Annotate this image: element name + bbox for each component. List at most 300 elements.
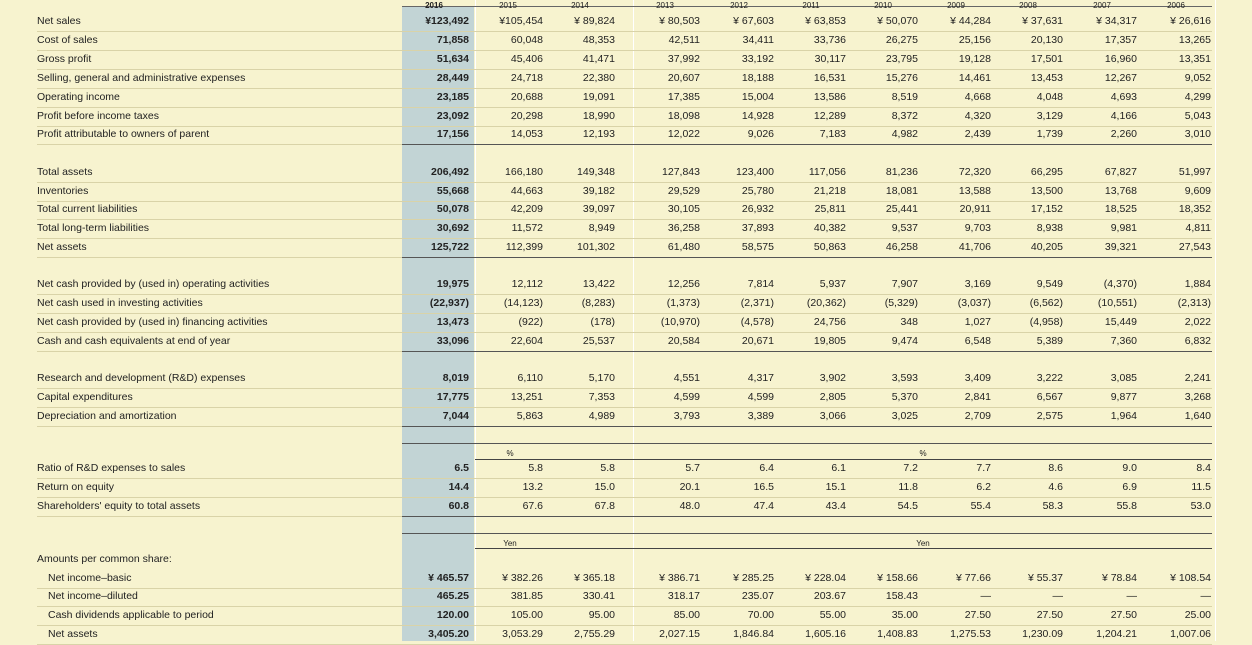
row-divider bbox=[37, 313, 1212, 314]
value-cell: 19,128 bbox=[958, 53, 991, 65]
row-divider bbox=[37, 238, 1212, 239]
row-label: Total long-term liabilities bbox=[37, 222, 150, 234]
unit-rule bbox=[402, 533, 1212, 534]
section-rule bbox=[402, 351, 1212, 352]
value-cell: 55.00 bbox=[819, 609, 846, 621]
value-cell: ¥ 228.04 bbox=[805, 572, 846, 584]
value-cell: 30,105 bbox=[667, 203, 700, 215]
value-cell: 3,389 bbox=[747, 410, 774, 422]
value-cell: 8,019 bbox=[442, 372, 469, 384]
unit-percent: % bbox=[506, 449, 514, 458]
value-cell: 11,572 bbox=[511, 222, 543, 234]
value-cell: 2,439 bbox=[964, 128, 991, 140]
value-cell: ¥ 285.25 bbox=[733, 572, 774, 584]
year-header: 2012 bbox=[730, 1, 748, 10]
row-label: Operating income bbox=[37, 91, 120, 103]
row-divider bbox=[37, 50, 1212, 51]
row-divider bbox=[37, 69, 1212, 70]
value-cell: 17,152 bbox=[1030, 203, 1063, 215]
value-cell: ¥ 26,616 bbox=[1170, 15, 1211, 27]
value-cell: 58,575 bbox=[741, 241, 774, 253]
value-cell: 46,258 bbox=[885, 241, 918, 253]
value-cell: 7.7 bbox=[976, 462, 991, 474]
row-label: Shareholders' equity to total assets bbox=[37, 500, 201, 512]
value-cell: 3,222 bbox=[1036, 372, 1063, 384]
value-cell: 58.3 bbox=[1042, 500, 1063, 512]
row-label: Inventories bbox=[37, 185, 89, 197]
year-header: 2009 bbox=[947, 1, 965, 10]
year-header: 2013 bbox=[656, 1, 674, 10]
value-cell: ¥ 386.71 bbox=[659, 572, 700, 584]
value-cell: 17,385 bbox=[667, 91, 700, 103]
value-cell: 120.00 bbox=[436, 609, 469, 621]
row-divider bbox=[37, 182, 1212, 183]
value-cell: 4,982 bbox=[891, 128, 918, 140]
row-divider bbox=[37, 625, 1212, 626]
value-cell: 4,668 bbox=[964, 91, 991, 103]
unit-underline bbox=[633, 548, 1212, 549]
value-cell: 2,241 bbox=[1184, 372, 1211, 384]
value-cell: 465.25 bbox=[436, 590, 469, 602]
value-cell: 6,548 bbox=[964, 335, 991, 347]
value-cell: ¥ 80,503 bbox=[659, 15, 700, 27]
value-cell: 16,960 bbox=[1104, 53, 1137, 65]
value-cell: 2,575 bbox=[1036, 410, 1063, 422]
row-label: Net cash provided by (used in) financing activities bbox=[37, 316, 268, 328]
value-cell: 39,321 bbox=[1104, 241, 1137, 253]
value-cell: ¥ 44,284 bbox=[950, 15, 991, 27]
value-cell: 17,357 bbox=[1104, 34, 1137, 46]
year-header: 2016 bbox=[425, 1, 443, 10]
value-cell: — bbox=[1052, 590, 1063, 602]
value-cell: 12,256 bbox=[667, 278, 700, 290]
row-divider bbox=[37, 294, 1212, 295]
value-cell: 21,218 bbox=[813, 185, 846, 197]
value-cell: 71,858 bbox=[436, 34, 469, 46]
value-cell: 28,449 bbox=[436, 72, 469, 84]
value-cell: 24,756 bbox=[813, 316, 846, 328]
value-cell: 25.00 bbox=[1184, 609, 1211, 621]
value-cell: ¥ 77.66 bbox=[955, 572, 991, 584]
value-cell: 3,405.20 bbox=[428, 628, 469, 640]
value-cell: 5.8 bbox=[528, 462, 543, 474]
value-cell: 2,709 bbox=[964, 410, 991, 422]
value-cell: 2,841 bbox=[964, 391, 991, 403]
value-cell: 18,081 bbox=[885, 185, 918, 197]
value-cell: ¥ 158.66 bbox=[877, 572, 918, 584]
value-cell: 22,380 bbox=[582, 72, 615, 84]
value-cell: 381.85 bbox=[510, 590, 543, 602]
value-cell: 1,230.09 bbox=[1022, 628, 1063, 640]
row-label: Net cash provided by (used in) operating activities bbox=[37, 278, 270, 290]
value-cell: (178) bbox=[590, 316, 615, 328]
value-cell: 15.1 bbox=[825, 481, 846, 493]
value-cell: ¥ 382.26 bbox=[502, 572, 543, 584]
value-cell: 30,117 bbox=[814, 53, 846, 65]
row-label: Total current liabilities bbox=[37, 203, 138, 215]
unit-yen: Yen bbox=[503, 539, 517, 548]
row-label: Profit attributable to owners of parent bbox=[37, 128, 210, 140]
row-label: Depreciation and amortization bbox=[37, 410, 177, 422]
value-cell: 41,706 bbox=[958, 241, 991, 253]
value-cell: 3,902 bbox=[819, 372, 846, 384]
value-cell: 51,997 bbox=[1178, 166, 1211, 178]
value-cell: 235.07 bbox=[741, 590, 774, 602]
value-cell: 19,805 bbox=[813, 335, 846, 347]
value-cell: 9,537 bbox=[891, 222, 918, 234]
value-cell: ¥ 78.84 bbox=[1101, 572, 1137, 584]
value-cell: 7,353 bbox=[588, 391, 615, 403]
year-header: 2007 bbox=[1093, 1, 1111, 10]
value-cell: 9.0 bbox=[1122, 462, 1137, 474]
value-cell: (1,373) bbox=[666, 297, 700, 309]
value-cell: 16,531 bbox=[813, 72, 846, 84]
year-header: 2011 bbox=[802, 1, 820, 10]
row-divider bbox=[37, 606, 1212, 607]
year-header: 2010 bbox=[874, 1, 892, 10]
unit-percent: % bbox=[919, 449, 927, 458]
value-cell: (10,551) bbox=[1097, 297, 1137, 309]
value-cell: 14,053 bbox=[510, 128, 543, 140]
value-cell: 24,718 bbox=[510, 72, 543, 84]
value-cell: 20,607 bbox=[667, 72, 700, 84]
value-cell: ¥ 67,603 bbox=[733, 15, 774, 27]
value-cell: 9,474 bbox=[891, 335, 918, 347]
value-cell: 12,193 bbox=[582, 128, 615, 140]
value-cell: 50,078 bbox=[436, 203, 469, 215]
value-cell: 8,938 bbox=[1036, 222, 1063, 234]
row-divider bbox=[37, 388, 1212, 389]
value-cell: 45,406 bbox=[510, 53, 543, 65]
value-cell: ¥ 37,631 bbox=[1022, 15, 1063, 27]
value-cell: 33,736 bbox=[813, 34, 846, 46]
value-cell: 26,932 bbox=[741, 203, 774, 215]
value-cell: 25,780 bbox=[741, 185, 774, 197]
value-cell: 117,056 bbox=[808, 166, 846, 178]
row-divider bbox=[37, 31, 1212, 32]
row-divider bbox=[37, 497, 1212, 498]
value-cell: 13,586 bbox=[813, 91, 846, 103]
value-cell: 6.4 bbox=[759, 462, 774, 474]
value-cell: 25,156 bbox=[958, 34, 991, 46]
value-cell: 1,275.53 bbox=[950, 628, 991, 640]
value-cell: 12,267 bbox=[1104, 72, 1137, 84]
row-label: Net assets bbox=[37, 241, 87, 253]
value-cell: 5,389 bbox=[1036, 335, 1063, 347]
value-cell: (8,283) bbox=[581, 297, 615, 309]
value-cell: 9,703 bbox=[964, 222, 991, 234]
value-cell: 25,811 bbox=[814, 203, 846, 215]
value-cell: 7,907 bbox=[891, 278, 918, 290]
value-cell: 3,025 bbox=[891, 410, 918, 422]
value-cell: 12,112 bbox=[511, 278, 543, 290]
value-cell: 20.1 bbox=[679, 481, 700, 493]
value-cell: 5,043 bbox=[1184, 110, 1211, 122]
value-cell: 9,609 bbox=[1184, 185, 1211, 197]
value-cell: 3,169 bbox=[964, 278, 991, 290]
value-cell: 11.8 bbox=[898, 481, 918, 493]
row-label: Cost of sales bbox=[37, 34, 98, 46]
value-cell: 206,492 bbox=[431, 166, 469, 178]
value-cell: 44,663 bbox=[510, 185, 543, 197]
value-cell: 3,593 bbox=[891, 372, 918, 384]
value-cell: 15.0 bbox=[594, 481, 615, 493]
value-cell: 166,180 bbox=[505, 166, 543, 178]
value-cell: 2,755.29 bbox=[574, 628, 615, 640]
value-cell: 6.2 bbox=[976, 481, 991, 493]
value-cell: ¥ 34,317 bbox=[1096, 15, 1137, 27]
row-label: Gross profit bbox=[37, 53, 92, 65]
value-cell: 30,692 bbox=[436, 222, 469, 234]
value-cell: 6,567 bbox=[1036, 391, 1063, 403]
per-share-heading: Amounts per common share: bbox=[37, 553, 172, 565]
value-cell: 9,549 bbox=[1036, 278, 1063, 290]
value-cell: 33,096 bbox=[436, 335, 469, 347]
value-cell: (4,958) bbox=[1029, 316, 1063, 328]
value-cell: 7,814 bbox=[747, 278, 774, 290]
value-cell: 27.50 bbox=[964, 609, 991, 621]
value-cell: 42,511 bbox=[668, 34, 700, 46]
value-cell: 5.7 bbox=[685, 462, 700, 474]
value-cell: (22,937) bbox=[429, 297, 469, 309]
value-cell: 5,937 bbox=[819, 278, 846, 290]
value-cell: 13,422 bbox=[582, 278, 615, 290]
row-divider bbox=[37, 88, 1212, 89]
value-cell: 203.67 bbox=[813, 590, 846, 602]
value-cell: 26,275 bbox=[885, 34, 918, 46]
value-cell: 13,588 bbox=[958, 185, 991, 197]
value-cell: 9,877 bbox=[1110, 391, 1137, 403]
value-cell: 14,928 bbox=[741, 110, 774, 122]
unit-underline bbox=[475, 548, 633, 549]
value-cell: 2,022 bbox=[1184, 316, 1211, 328]
value-cell: 7.2 bbox=[903, 462, 918, 474]
value-cell: 39,182 bbox=[582, 185, 615, 197]
value-cell: 18,188 bbox=[741, 72, 774, 84]
value-cell: 7,183 bbox=[819, 128, 846, 140]
value-cell: 27.50 bbox=[1036, 609, 1063, 621]
value-cell: 20,584 bbox=[667, 335, 700, 347]
value-cell: 2,805 bbox=[819, 391, 846, 403]
value-cell: 9,026 bbox=[747, 128, 774, 140]
value-cell: 105.00 bbox=[510, 609, 543, 621]
value-cell: 12,022 bbox=[667, 128, 700, 140]
value-cell: 6,110 bbox=[517, 372, 543, 384]
value-cell: 41,471 bbox=[582, 53, 615, 65]
row-label: Cash dividends applicable to period bbox=[48, 609, 214, 621]
value-cell: — bbox=[1126, 590, 1137, 602]
row-label: Return on equity bbox=[37, 481, 115, 493]
value-cell: 34,411 bbox=[742, 34, 774, 46]
value-cell: 6.1 bbox=[831, 462, 846, 474]
value-cell: 25,537 bbox=[582, 335, 615, 347]
row-label: Capital expenditures bbox=[37, 391, 133, 403]
row-label: Cash and cash equivalents at end of year bbox=[37, 335, 231, 347]
value-cell: 4,599 bbox=[673, 391, 700, 403]
value-cell: 13,768 bbox=[1104, 185, 1137, 197]
value-cell: (5,329) bbox=[884, 297, 918, 309]
value-cell: 33,192 bbox=[741, 53, 774, 65]
value-cell: 19,091 bbox=[582, 91, 615, 103]
value-cell: 60,048 bbox=[510, 34, 543, 46]
value-cell: 4,599 bbox=[747, 391, 774, 403]
value-cell: 5.8 bbox=[600, 462, 615, 474]
row-divider bbox=[37, 332, 1212, 333]
value-cell: ¥ 108.54 bbox=[1170, 572, 1211, 584]
value-cell: ¥ 63,853 bbox=[805, 15, 846, 27]
value-cell: 25,441 bbox=[885, 203, 918, 215]
value-cell: ¥ 89,824 bbox=[574, 15, 615, 27]
value-cell: (6,562) bbox=[1029, 297, 1063, 309]
value-cell: 6.9 bbox=[1122, 481, 1137, 493]
value-cell: 23,185 bbox=[436, 91, 469, 103]
value-cell: 51,634 bbox=[436, 53, 469, 65]
value-cell: 15,004 bbox=[741, 91, 774, 103]
value-cell: 20,911 bbox=[959, 203, 991, 215]
value-cell: 13,351 bbox=[1178, 53, 1211, 65]
unit-underline bbox=[475, 459, 633, 460]
value-cell: 36,258 bbox=[667, 222, 700, 234]
section-rule bbox=[402, 257, 1212, 258]
value-cell: 20,671 bbox=[741, 335, 774, 347]
value-cell: ¥ 465.57 bbox=[428, 572, 469, 584]
value-cell: 4,048 bbox=[1036, 91, 1063, 103]
value-cell: 1,846.84 bbox=[733, 628, 774, 640]
value-cell: 55.8 bbox=[1116, 500, 1137, 512]
year-header: 2006 bbox=[1167, 1, 1185, 10]
value-cell: (2,313) bbox=[1177, 297, 1211, 309]
value-cell: 16.5 bbox=[753, 481, 774, 493]
value-cell: ¥105,454 bbox=[499, 15, 543, 27]
value-cell: 17,156 bbox=[436, 128, 469, 140]
value-cell: 3,066 bbox=[819, 410, 846, 422]
value-cell: 18,352 bbox=[1178, 203, 1211, 215]
row-label: Net cash used in investing activities bbox=[37, 297, 203, 309]
value-cell: 27,543 bbox=[1178, 241, 1211, 253]
value-cell: 81,236 bbox=[885, 166, 918, 178]
value-cell: 9,981 bbox=[1110, 222, 1137, 234]
value-cell: 1,884 bbox=[1184, 278, 1211, 290]
value-cell: 67,827 bbox=[1104, 166, 1137, 178]
value-cell: 1,640 bbox=[1184, 410, 1211, 422]
value-cell: 4,299 bbox=[1184, 91, 1211, 103]
value-cell: 13,265 bbox=[1178, 34, 1211, 46]
value-cell: 67.8 bbox=[594, 500, 615, 512]
section-rule bbox=[402, 144, 1212, 145]
value-cell: 1,408.83 bbox=[877, 628, 918, 640]
value-cell: 4,166 bbox=[1110, 110, 1137, 122]
row-divider bbox=[37, 107, 1212, 108]
value-cell: 48,353 bbox=[582, 34, 615, 46]
value-cell: 20,688 bbox=[510, 91, 543, 103]
value-cell: 40,205 bbox=[1030, 241, 1063, 253]
value-cell: 7,360 bbox=[1110, 335, 1137, 347]
value-cell: 4,317 bbox=[747, 372, 774, 384]
value-cell: 17,501 bbox=[1030, 53, 1063, 65]
value-cell: 37,893 bbox=[741, 222, 774, 234]
value-cell: 3,085 bbox=[1110, 372, 1137, 384]
value-cell: 4,551 bbox=[673, 372, 700, 384]
value-cell: 3,793 bbox=[673, 410, 700, 422]
row-label: Net sales bbox=[37, 15, 81, 27]
value-cell: 43.4 bbox=[825, 500, 846, 512]
value-cell: 29,529 bbox=[667, 185, 700, 197]
value-cell: 5,370 bbox=[891, 391, 918, 403]
value-cell: 127,843 bbox=[662, 166, 700, 178]
row-label: Selling, general and administrative expenses bbox=[37, 72, 246, 84]
year-header: 2015 bbox=[499, 1, 517, 10]
value-cell: 318.17 bbox=[667, 590, 700, 602]
value-cell: 5,170 bbox=[588, 372, 615, 384]
value-cell: 1,027 bbox=[964, 316, 991, 328]
value-cell: 19,975 bbox=[436, 278, 469, 290]
value-cell: 17,775 bbox=[436, 391, 469, 403]
value-cell: 8.6 bbox=[1048, 462, 1063, 474]
value-cell: 13,251 bbox=[510, 391, 543, 403]
value-cell: (4,370) bbox=[1103, 278, 1137, 290]
value-cell: 37,992 bbox=[667, 53, 700, 65]
value-cell: 158.43 bbox=[885, 590, 918, 602]
value-cell: 3,268 bbox=[1184, 391, 1211, 403]
year-header: 2014 bbox=[571, 1, 589, 10]
value-cell: ¥123,492 bbox=[425, 15, 469, 27]
row-label: Profit before income taxes bbox=[37, 110, 159, 122]
value-cell: 66,295 bbox=[1030, 166, 1063, 178]
value-cell: 11.5 bbox=[1191, 481, 1211, 493]
value-cell: 95.00 bbox=[588, 609, 615, 621]
value-cell: — bbox=[1200, 590, 1211, 602]
value-cell: 48.0 bbox=[679, 500, 700, 512]
value-cell: 125,722 bbox=[431, 241, 469, 253]
value-cell: 1,739 bbox=[1036, 128, 1063, 140]
value-cell: 42,209 bbox=[510, 203, 543, 215]
value-cell: 4,989 bbox=[588, 410, 615, 422]
value-cell: 23,092 bbox=[436, 110, 469, 122]
value-cell: 149,348 bbox=[577, 166, 615, 178]
value-cell: — bbox=[980, 590, 991, 602]
value-cell: 8,949 bbox=[588, 222, 615, 234]
value-cell: 85.00 bbox=[673, 609, 700, 621]
value-cell: 55.4 bbox=[970, 500, 991, 512]
value-cell: 39,097 bbox=[582, 203, 615, 215]
value-cell: 35.00 bbox=[891, 609, 918, 621]
unit-underline bbox=[633, 459, 1212, 460]
column-separator bbox=[1215, 0, 1216, 641]
value-cell: 8,372 bbox=[891, 110, 918, 122]
value-cell: 72,320 bbox=[958, 166, 991, 178]
value-cell: ¥ 55.37 bbox=[1027, 572, 1063, 584]
unit-rule bbox=[402, 443, 1212, 444]
value-cell: 4.6 bbox=[1048, 481, 1063, 493]
value-cell: 53.0 bbox=[1190, 500, 1211, 512]
value-cell: 55,668 bbox=[436, 185, 469, 197]
value-cell: (922) bbox=[518, 316, 543, 328]
value-cell: 4,811 bbox=[1185, 222, 1211, 234]
value-cell: 13,500 bbox=[1030, 185, 1063, 197]
value-cell: 20,130 bbox=[1030, 34, 1063, 46]
row-label: Total assets bbox=[37, 166, 93, 178]
value-cell: 101,302 bbox=[577, 241, 615, 253]
value-cell: 15,449 bbox=[1104, 316, 1137, 328]
value-cell: 47.4 bbox=[753, 500, 774, 512]
row-divider bbox=[37, 407, 1212, 408]
year-header: 2008 bbox=[1019, 1, 1037, 10]
value-cell: 8,519 bbox=[891, 91, 918, 103]
value-cell: 2,027.15 bbox=[659, 628, 700, 640]
value-cell: 13.2 bbox=[522, 481, 543, 493]
value-cell: 18,525 bbox=[1104, 203, 1137, 215]
value-cell: 61,480 bbox=[667, 241, 700, 253]
